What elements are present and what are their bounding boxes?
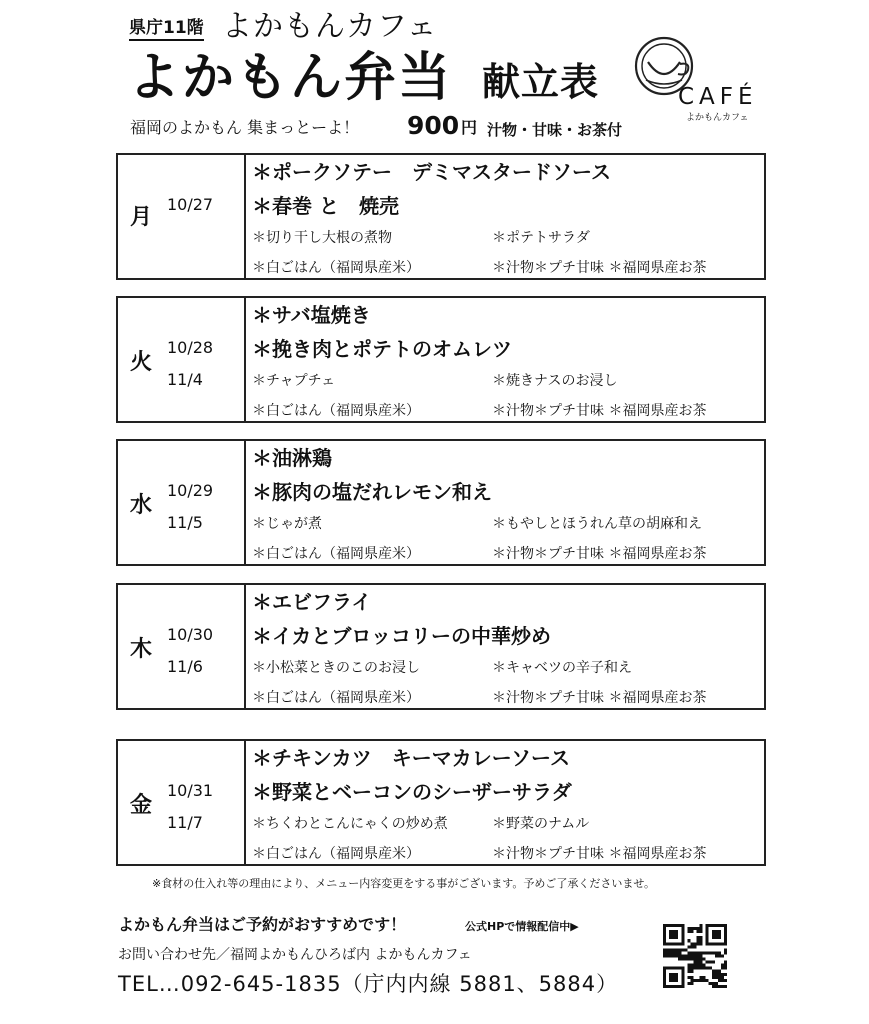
side-dish: ＊切り干し大根の煮物	[252, 230, 392, 246]
side-dish: ＊キャベツの辛子和え	[492, 660, 632, 676]
date: 10/30	[167, 625, 214, 644]
day-block	[116, 439, 766, 566]
price-unit: 円	[461, 118, 478, 137]
date: 11/4	[167, 370, 203, 389]
day-block	[116, 739, 766, 866]
menu-table-title: 献立表	[482, 59, 600, 104]
side-dish: ＊ちくわとこんにゃくの炒め煮	[252, 816, 448, 832]
main-dish: ＊ポークソテー デミマスタードソース	[252, 160, 611, 184]
side-dish: ＊焼きナスのお浸し	[492, 373, 618, 389]
side-dish: ＊汁物＊プチ甘味 ＊福岡県産お茶	[492, 690, 707, 706]
logo-word: CAFÉ	[678, 84, 758, 110]
day-column	[118, 741, 246, 864]
weekday: 水	[130, 493, 153, 518]
side-dish: ＊野菜のナムル	[492, 816, 590, 832]
reservation-promo: よかもん弁当はご予約がおすすめです！	[118, 915, 407, 934]
date: 10/27	[167, 195, 214, 214]
side-dish: ＊白ごはん（福岡県産米）	[252, 846, 420, 862]
price: 900	[407, 111, 460, 140]
day-column	[118, 155, 246, 278]
main-dish: ＊豚肉の塩だれレモン和え	[252, 480, 492, 504]
main-dish: ＊野菜とベーコンのシーザーサラダ	[252, 780, 572, 804]
side-dish: ＊白ごはん（福岡県産米）	[252, 546, 420, 562]
change-notice: ※食材の仕入れ等の理由により、メニュー内容変更をする事がございます。予めご了承くださいませ。	[152, 877, 656, 890]
cafe-name: よかもんカフェ	[222, 9, 438, 44]
side-dish: ＊白ごはん（福岡県産米）	[252, 403, 420, 419]
tagline: 福岡のよかもん 集まっとーよ！	[130, 118, 360, 137]
date: 11/7	[167, 813, 203, 832]
qr-code-icon[interactable]	[658, 924, 732, 988]
telephone: TEL…092-645-1835（庁内内線 5881、5884）	[118, 972, 619, 996]
logo-subtitle: よかもんカフェ	[686, 113, 749, 123]
weekday: 月	[130, 205, 153, 230]
date: 10/28	[167, 338, 214, 357]
side-dish: ＊汁物＊プチ甘味 ＊福岡県産お茶	[492, 403, 707, 419]
date: 11/5	[167, 513, 203, 532]
day-column	[118, 298, 246, 421]
main-dish: ＊春巻 と 焼売	[252, 194, 399, 218]
side-dish: ＊白ごはん（福岡県産米）	[252, 690, 420, 706]
date: 11/6	[167, 657, 203, 676]
main-dish: ＊チキンカツ キーマカレーソース	[252, 746, 570, 770]
side-dish: ＊チャプチェ	[252, 373, 336, 389]
floor-label: 県庁11階	[129, 18, 204, 41]
side-dish: ＊汁物＊プチ甘味 ＊福岡県産お茶	[492, 846, 707, 862]
main-dish: ＊エビフライ	[252, 590, 372, 614]
day-column	[118, 441, 246, 564]
weekday: 木	[130, 637, 153, 662]
weekday: 火	[130, 350, 153, 375]
day-column	[118, 585, 246, 708]
side-dish: ＊じゃが煮	[252, 516, 322, 532]
main-dish: ＊サバ塩焼き	[252, 303, 371, 327]
date: 10/29	[167, 481, 214, 500]
side-dish: ＊汁物＊プチ甘味 ＊福岡県産お茶	[492, 260, 707, 276]
price-includes: 汁物・甘味・お茶付	[487, 121, 623, 139]
bento-title: よかもん弁当	[128, 47, 453, 108]
main-dish: ＊イカとブロッコリーの中華炒め	[252, 624, 551, 648]
day-block	[116, 153, 766, 280]
weekday: 金	[130, 793, 153, 818]
side-dish: ＊ポテトサラダ	[492, 230, 590, 246]
main-dish: ＊油淋鶏	[252, 446, 332, 470]
date: 10/31	[167, 781, 214, 800]
day-block	[116, 583, 766, 710]
main-dish: ＊挽き肉とポテトのオムレツ	[252, 337, 512, 361]
day-block	[116, 296, 766, 423]
side-dish: ＊白ごはん（福岡県産米）	[252, 260, 420, 276]
side-dish: ＊小松菜ときのこのお浸し	[252, 660, 420, 676]
contact-info: お問い合わせ先／福岡よかもんひろば内 よかもんカフェ	[118, 947, 472, 963]
official-hp-note: 公式HPで情報配信中▶	[465, 920, 579, 933]
side-dish: ＊汁物＊プチ甘味 ＊福岡県産お茶	[492, 546, 707, 562]
side-dish: ＊もやしとほうれん草の胡麻和え	[492, 516, 702, 532]
